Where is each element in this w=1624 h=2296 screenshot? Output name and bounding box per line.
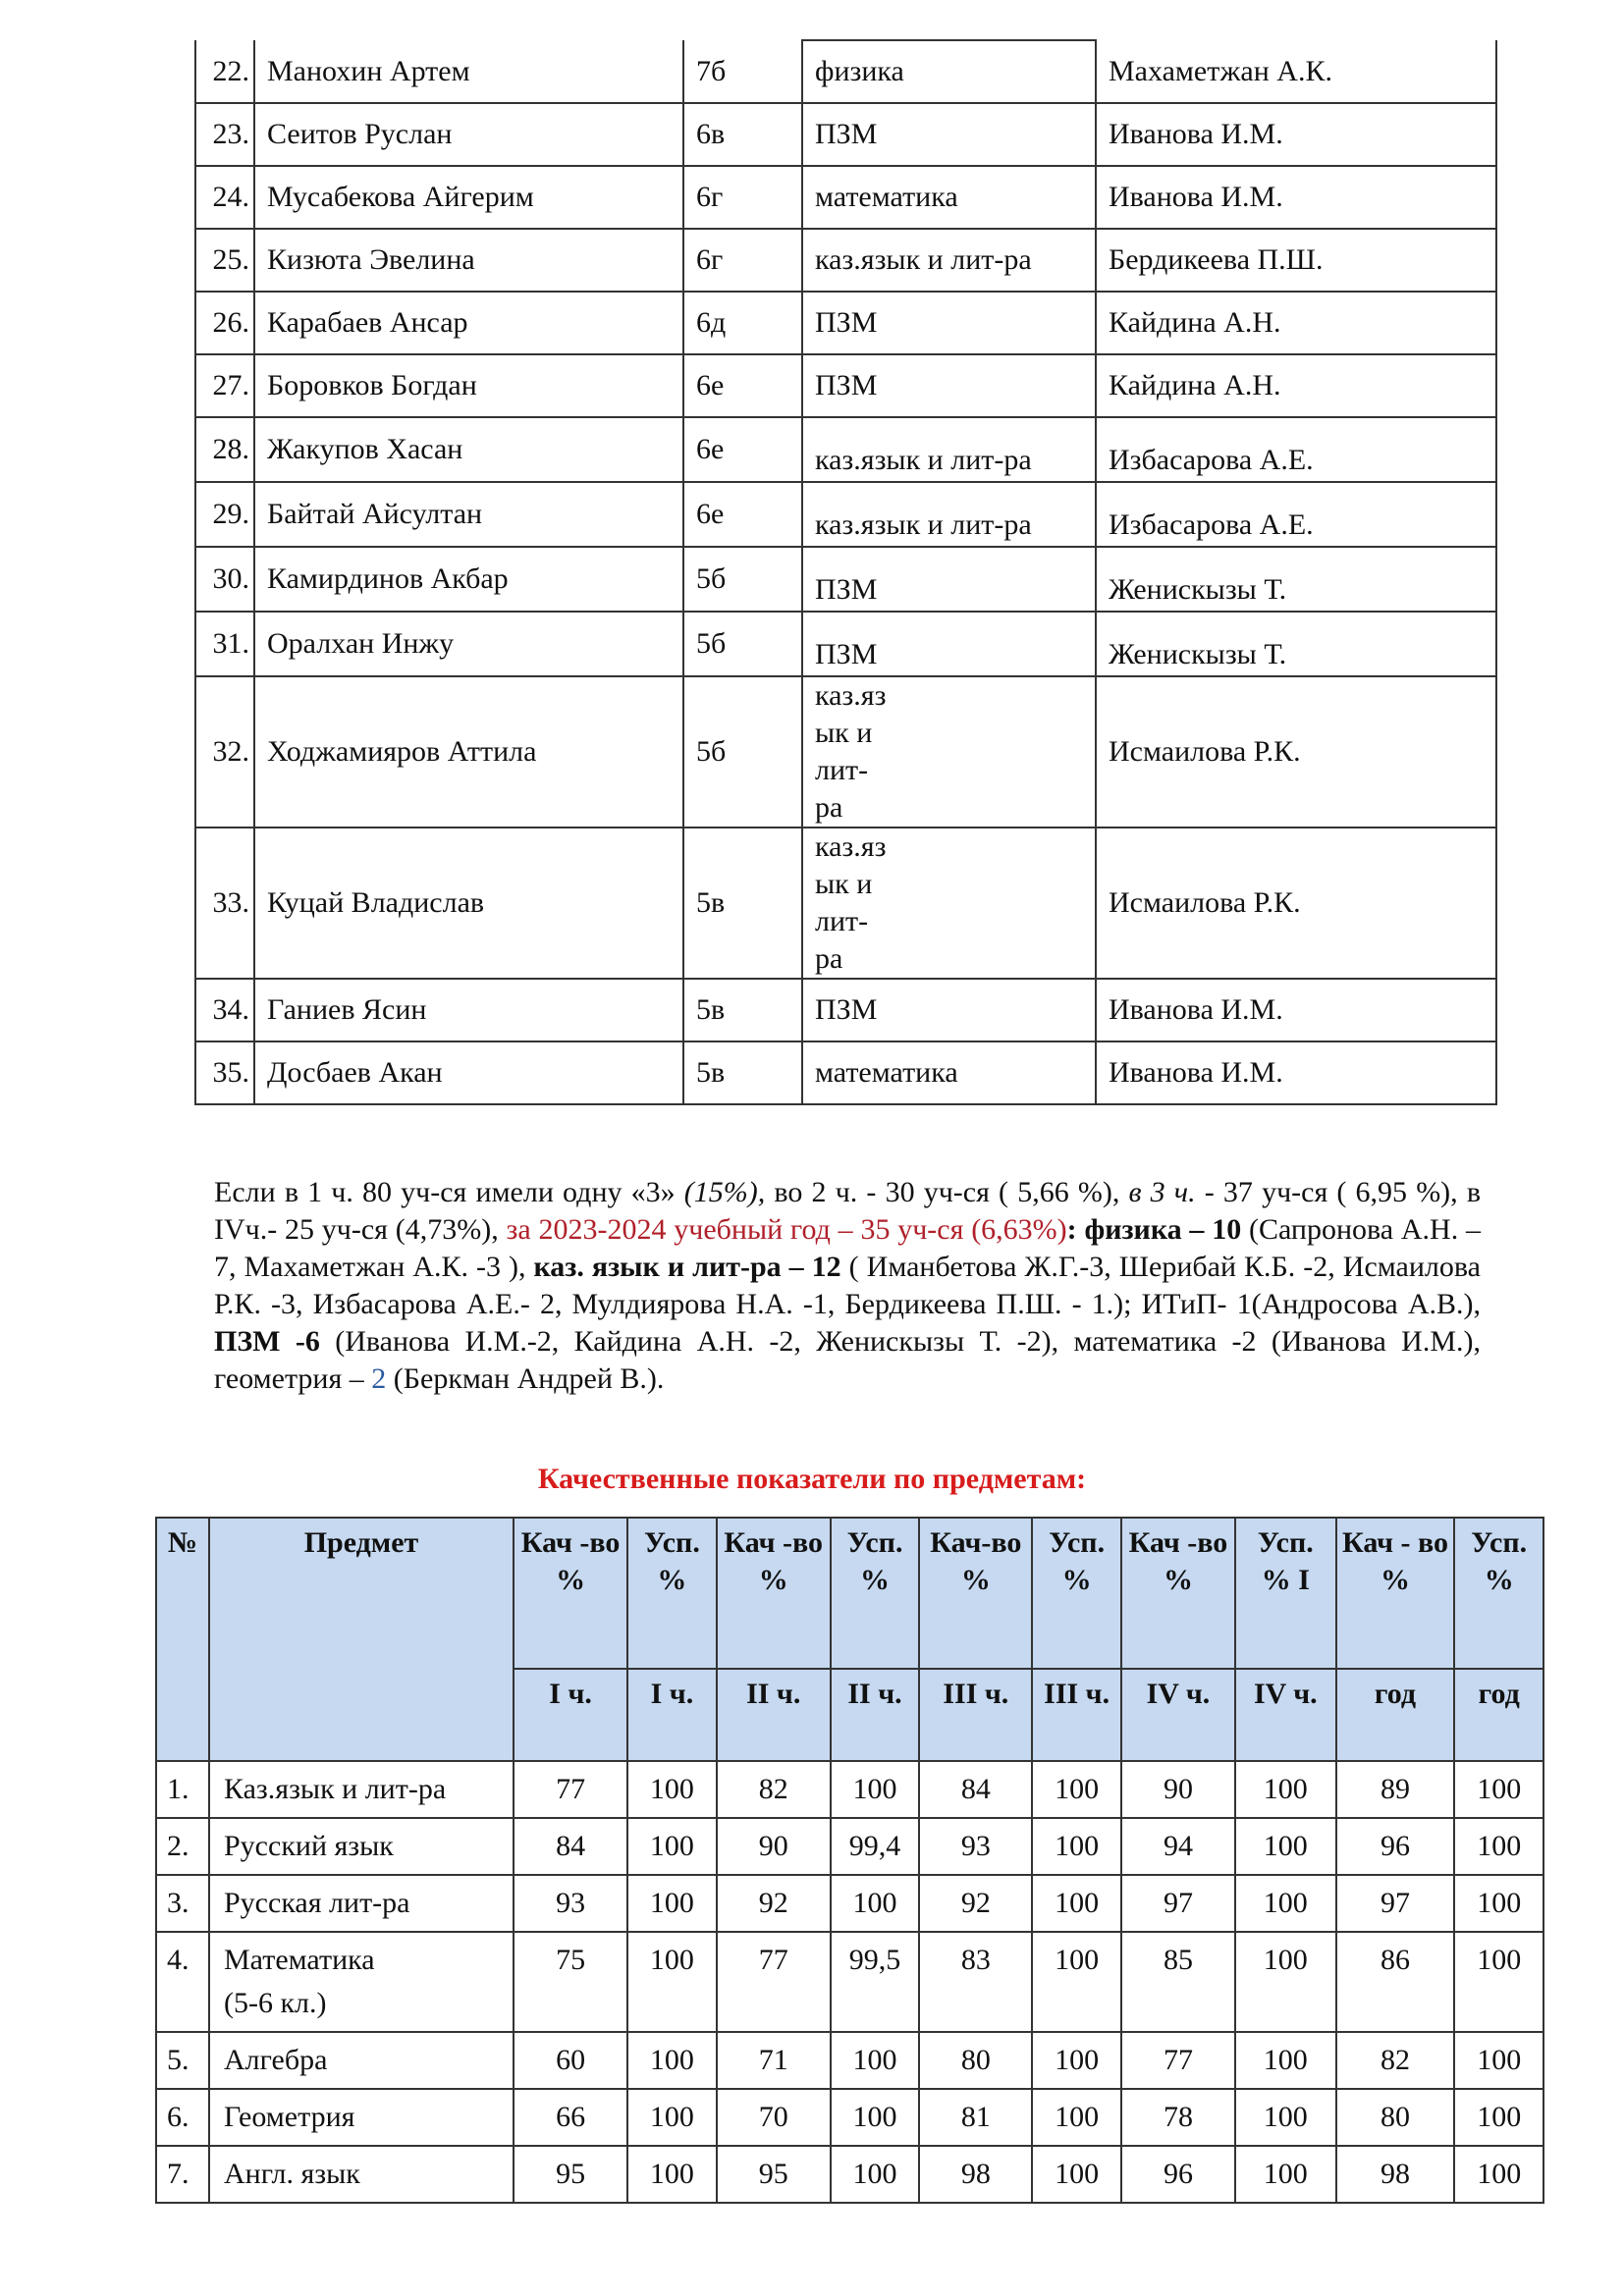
student-subject: ПЗМ	[802, 354, 1096, 417]
metric-value: 99,4	[831, 1818, 919, 1875]
student-class: 5б	[683, 612, 802, 676]
metric-value: 100	[627, 1761, 716, 1818]
subject-label: Русская лит-ра	[224, 1887, 410, 1919]
metric-value: 100	[1235, 1761, 1336, 1818]
table-row	[156, 2146, 1543, 2203]
metric-value: 94	[1121, 1818, 1235, 1875]
metric-value: 100	[1454, 2032, 1543, 2089]
metric-value: 100	[831, 1761, 919, 1818]
student-name: Камирдинов Акбар	[254, 547, 683, 612]
student-name: Карабаев Ансар	[254, 292, 683, 354]
para-text: (15%),	[683, 1176, 766, 1208]
students-table	[194, 39, 1497, 1105]
row-number: 24.	[195, 166, 254, 229]
subject-line: ык и	[815, 717, 873, 749]
teacher-name: Избасарова А.Е.	[1096, 417, 1496, 482]
para-highlight-year: за 2023-2024 учебный год – 35 уч-ся (6,63%)	[506, 1213, 1067, 1246]
row-number: 27.	[195, 354, 254, 417]
header-metric: Усп. %	[1032, 1518, 1120, 1669]
metric-value: 100	[1235, 1932, 1336, 2032]
metric-value: 100	[1032, 1818, 1120, 1875]
metric-value: 84	[514, 1818, 627, 1875]
row-number: 7.	[156, 2146, 209, 2203]
teacher-name: Иванова И.М.	[1096, 166, 1496, 229]
subject-line: каз.яз	[815, 830, 887, 863]
metric-value: 89	[1336, 1761, 1455, 1818]
subject-line: каз.яз	[815, 679, 887, 712]
metric-value: 100	[1032, 1761, 1120, 1818]
table-row	[195, 547, 1496, 612]
student-class: 6е	[683, 482, 802, 547]
teacher-name: Кайдина А.Н.	[1096, 292, 1496, 354]
row-number: 1.	[156, 1761, 209, 1818]
para-bold: : физика – 10	[1066, 1213, 1242, 1246]
header-metric: Усп. %	[627, 1518, 716, 1669]
student-subject: каз.язык и лит-ра	[802, 229, 1096, 292]
teacher-name: Женискызы Т.	[1096, 612, 1496, 676]
metric-value: 100	[1454, 1875, 1543, 1932]
student-name: Ганиев Ясин	[254, 979, 683, 1041]
table-row	[156, 1761, 1543, 1818]
student-name: Куцай Владислав	[254, 828, 683, 979]
metric-value: 100	[627, 2089, 716, 2146]
metric-value: 100	[1454, 1761, 1543, 1818]
table-row	[195, 292, 1496, 354]
table-row	[195, 1041, 1496, 1104]
teacher-name: Иванова И.М.	[1096, 1041, 1496, 1104]
student-class: 5б	[683, 676, 802, 828]
row-number: 3.	[156, 1875, 209, 1932]
header-metric: Кач -во %	[717, 1518, 831, 1669]
student-name: Байтай Айсултан	[254, 482, 683, 547]
row-number: 4.	[156, 1932, 209, 2032]
metric-value: 100	[627, 1875, 716, 1932]
student-subject	[802, 676, 1096, 828]
student-name: Жакупов Хасан	[254, 417, 683, 482]
header-period: III ч.	[919, 1669, 1032, 1761]
subject-name	[209, 2032, 514, 2089]
subject-name	[209, 1761, 514, 1818]
student-subject: каз.язык и лит-ра	[802, 417, 1096, 482]
metric-value: 75	[514, 1932, 627, 2032]
header-period: IV ч.	[1121, 1669, 1235, 1761]
metric-value: 100	[1454, 1818, 1543, 1875]
para-text: - 37 уч-ся ( 6,95 %), в IVч.- 25 уч-ся (4,73%),	[214, 1176, 1481, 1246]
subject-label: Каз.язык и лит-ра	[224, 1773, 447, 1805]
subject-note: (5-6 кл.)	[224, 1987, 327, 2019]
header-period: II ч.	[717, 1669, 831, 1761]
student-subject: ПЗМ	[802, 612, 1096, 676]
row-number: 5.	[156, 2032, 209, 2089]
teacher-name: Кайдина А.Н.	[1096, 354, 1496, 417]
table-row	[156, 1875, 1543, 1932]
metric-value: 100	[1235, 2089, 1336, 2146]
metric-value: 100	[1454, 2089, 1543, 2146]
table-row	[195, 482, 1496, 547]
metric-value: 97	[1121, 1875, 1235, 1932]
metric-value: 78	[1121, 2089, 1235, 2146]
row-number: 35.	[195, 1041, 254, 1104]
row-number: 25.	[195, 229, 254, 292]
metric-value: 93	[514, 1875, 627, 1932]
subject-name	[209, 2146, 514, 2203]
metric-value: 90	[717, 1818, 831, 1875]
student-subject: математика	[802, 1041, 1096, 1104]
metric-value: 100	[1235, 1875, 1336, 1932]
metric-value: 95	[717, 2146, 831, 2203]
metric-value: 93	[919, 1818, 1032, 1875]
student-class: 5в	[683, 1041, 802, 1104]
header-metric: Кач-во %	[919, 1518, 1032, 1669]
metric-value: 96	[1336, 1818, 1455, 1875]
subject-name	[209, 1932, 514, 2032]
student-class: 6в	[683, 103, 802, 166]
teacher-name: Махаметжан А.К.	[1096, 40, 1496, 103]
student-class: 6е	[683, 417, 802, 482]
para-blue-number: 2	[371, 1362, 387, 1395]
header-metric: Усп. %	[831, 1518, 919, 1669]
teacher-name: Иванова И.М.	[1096, 979, 1496, 1041]
para-text: (Иванова И.М.-2, Кайдина А.Н. -2, Женискызы Т. -2), математика -2 (Иванова И.М.), геометрия –	[214, 1325, 1481, 1395]
metric-value: 90	[1121, 1761, 1235, 1818]
para-text: в 3 ч.	[1128, 1176, 1196, 1208]
row-number: 22.	[195, 40, 254, 103]
metric-value: 66	[514, 2089, 627, 2146]
table-row	[195, 103, 1496, 166]
header-period: I ч.	[514, 1669, 627, 1761]
student-name: Кизюта Эвелина	[254, 229, 683, 292]
teacher-name: Бердикеева П.Ш.	[1096, 229, 1496, 292]
subject-label: Русский язык	[224, 1830, 394, 1862]
table-row	[156, 1932, 1543, 2032]
student-subject	[802, 828, 1096, 979]
row-number: 28.	[195, 417, 254, 482]
student-subject: ПЗМ	[802, 547, 1096, 612]
header-num: №	[156, 1518, 209, 1761]
row-number: 2.	[156, 1818, 209, 1875]
row-number: 32.	[195, 676, 254, 828]
metric-value: 92	[717, 1875, 831, 1932]
table-row	[195, 417, 1496, 482]
row-number: 30.	[195, 547, 254, 612]
student-subject: математика	[802, 166, 1096, 229]
student-subject: каз.язык и лит-ра	[802, 482, 1096, 547]
row-number: 34.	[195, 979, 254, 1041]
metric-value: 77	[1121, 2032, 1235, 2089]
metric-value: 100	[1235, 2032, 1336, 2089]
metric-value: 97	[1336, 1875, 1455, 1932]
header-metric: Кач -во %	[514, 1518, 627, 1669]
student-subject: ПЗМ	[802, 292, 1096, 354]
metric-value: 100	[1454, 1932, 1543, 2032]
table-row	[195, 612, 1496, 676]
table-row	[156, 2032, 1543, 2089]
subject-name	[209, 2089, 514, 2146]
header-period: II ч.	[831, 1669, 919, 1761]
student-name: Ходжамияров Аттила	[254, 676, 683, 828]
metric-value: 99,5	[831, 1932, 919, 2032]
header-metric: Кач -во %	[1121, 1518, 1235, 1669]
table-row	[156, 1818, 1543, 1875]
student-name: Досбаев Акан	[254, 1041, 683, 1104]
student-subject: ПЗМ	[802, 103, 1096, 166]
student-name: Манохин Артем	[254, 40, 683, 103]
metric-value: 100	[1032, 2089, 1120, 2146]
metric-value: 98	[1336, 2146, 1455, 2203]
para-text: во 2 ч. - 30 уч-ся ( 5,66 %),	[765, 1176, 1129, 1208]
metric-value: 85	[1121, 1932, 1235, 2032]
subject-label: Геометрия	[224, 2101, 355, 2133]
row-number: 23.	[195, 103, 254, 166]
metric-value: 60	[514, 2032, 627, 2089]
quality-table-title: Качественные показатели по предметам:	[537, 1463, 1087, 1495]
metric-value: 100	[627, 1932, 716, 2032]
student-name: Сеитов Руслан	[254, 103, 683, 166]
student-class: 5б	[683, 547, 802, 612]
metric-value: 82	[717, 1761, 831, 1818]
metric-value: 77	[717, 1932, 831, 2032]
table-row	[195, 676, 1496, 828]
metric-value: 100	[831, 2089, 919, 2146]
metric-value: 77	[514, 1761, 627, 1818]
metric-value: 86	[1336, 1932, 1455, 2032]
row-number: 33.	[195, 828, 254, 979]
student-name: Мусабекова Айгерим	[254, 166, 683, 229]
metric-value: 80	[919, 2032, 1032, 2089]
metric-value: 100	[831, 2032, 919, 2089]
subject-label: Англ. язык	[224, 2158, 360, 2190]
table-row	[195, 229, 1496, 292]
row-number: 31.	[195, 612, 254, 676]
header-period: III ч.	[1032, 1669, 1120, 1761]
metric-value: 70	[717, 2089, 831, 2146]
metric-value: 98	[919, 2146, 1032, 2203]
quality-table	[155, 1517, 1544, 2204]
metric-value: 100	[627, 2146, 716, 2203]
teacher-name: Избасарова А.Е.	[1096, 482, 1496, 547]
para-text: (Сапронова А.Н. – 7, Махаметжан А.К. -3 ),	[214, 1213, 1481, 1283]
metric-value: 96	[1121, 2146, 1235, 2203]
header-metric: Кач - во %	[1336, 1518, 1455, 1669]
table-row	[195, 979, 1496, 1041]
student-subject: физика	[802, 40, 1096, 103]
metric-value: 81	[919, 2089, 1032, 2146]
metric-value: 100	[1032, 1875, 1120, 1932]
para-text: Если в 1 ч. 80 уч-ся имели одну «3»	[214, 1176, 684, 1208]
student-class: 5в	[683, 828, 802, 979]
subject-label: Математика	[224, 1944, 375, 1976]
header-period: год	[1454, 1669, 1543, 1761]
metric-value: 100	[1235, 2146, 1336, 2203]
metric-value: 100	[831, 1875, 919, 1932]
student-name: Оралхан Инжу	[254, 612, 683, 676]
metric-value: 71	[717, 2032, 831, 2089]
student-name: Боровков Богдан	[254, 354, 683, 417]
student-class: 6д	[683, 292, 802, 354]
teacher-name: Исмаилова Р.К.	[1096, 676, 1496, 828]
row-number: 29.	[195, 482, 254, 547]
table-row	[156, 2089, 1543, 2146]
subject-line: ра	[815, 942, 843, 975]
student-class: 7б	[683, 40, 802, 103]
metric-value: 92	[919, 1875, 1032, 1932]
metric-value: 100	[1235, 1818, 1336, 1875]
table-row	[195, 828, 1496, 979]
metric-value: 100	[627, 2032, 716, 2089]
metric-value: 82	[1336, 2032, 1455, 2089]
row-number: 26.	[195, 292, 254, 354]
header-period: IV ч.	[1235, 1669, 1336, 1761]
metric-value: 100	[831, 2146, 919, 2203]
para-bold: ПЗМ -6	[214, 1325, 320, 1358]
teacher-name: Исмаилова Р.К.	[1096, 828, 1496, 979]
metric-value: 83	[919, 1932, 1032, 2032]
teacher-name: Иванова И.М.	[1096, 103, 1496, 166]
row-number: 6.	[156, 2089, 209, 2146]
student-subject: ПЗМ	[802, 979, 1096, 1041]
student-class: 6е	[683, 354, 802, 417]
subject-name	[209, 1875, 514, 1932]
metric-value: 84	[919, 1761, 1032, 1818]
metric-value: 100	[1454, 2146, 1543, 2203]
para-text: ( Иманбетова Ж.Г.-3, Шерибай К.Б. -2, Исмаилова Р.К. -3, Избасарова А.Е.- 2, Мулдиярова Н.А. -1, Бердикеева П.Ш. - 1.); ИТиП- 1(Андросова А.В.),	[214, 1251, 1481, 1320]
header-metric: Усп. % I	[1235, 1518, 1336, 1669]
header-subject: Предмет	[209, 1518, 514, 1761]
subject-line: ык и	[815, 868, 873, 900]
subject-label: Алгебра	[224, 2044, 328, 2076]
metric-value: 100	[1032, 2146, 1120, 2203]
metric-value: 100	[1032, 2032, 1120, 2089]
table-row	[195, 354, 1496, 417]
subject-line: ра	[815, 791, 843, 824]
teacher-name: Женискызы Т.	[1096, 547, 1496, 612]
student-class: 6г	[683, 229, 802, 292]
student-class: 6г	[683, 166, 802, 229]
table-row	[195, 166, 1496, 229]
metric-value: 100	[627, 1818, 716, 1875]
header-period: I ч.	[627, 1669, 716, 1761]
table-row	[195, 40, 1496, 103]
metric-value: 100	[1032, 1932, 1120, 2032]
para-text: (Беркман Андрей В.).	[386, 1362, 665, 1395]
para-bold: каз. язык и лит-ра – 12	[533, 1251, 841, 1283]
subject-name	[209, 1818, 514, 1875]
header-metric: Усп. %	[1454, 1518, 1543, 1669]
subject-line: лит-	[815, 905, 869, 937]
summary-paragraph	[214, 1174, 1481, 1398]
metric-value: 95	[514, 2146, 627, 2203]
student-class: 5в	[683, 979, 802, 1041]
metric-value: 80	[1336, 2089, 1455, 2146]
header-period: год	[1336, 1669, 1455, 1761]
subject-line: лит-	[815, 754, 869, 786]
